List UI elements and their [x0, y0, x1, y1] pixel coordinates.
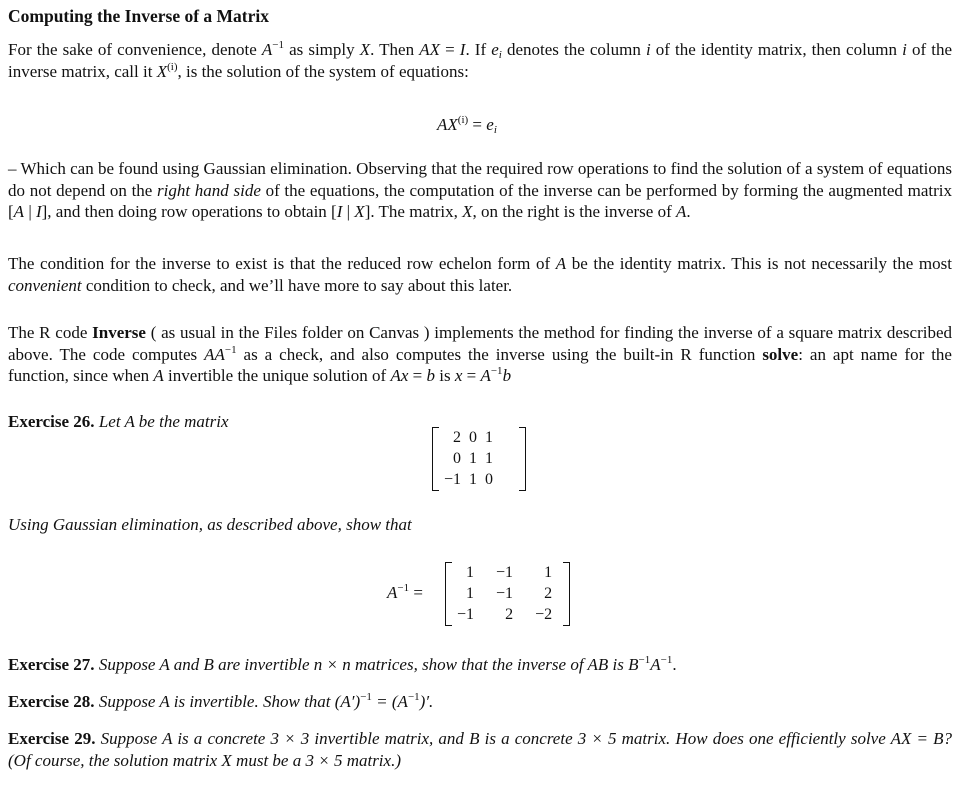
intro-paragraph: For the sake of convenience, denote $A^{-1}$ as simply X. Then AX = I. If $e_i$ denotes the column i of the identity matrix, then column i of the inverse matrix, call it $X^{(i)}$, is the solution of the system of equations:: [8, 39, 952, 81]
exercise-26-body: Let A be the matrix: [98, 412, 229, 431]
exercise-26-label: Exercise 26.: [8, 412, 95, 431]
section-title: Computing the Inverse of a Matrix: [8, 6, 270, 26]
exercise-27: Exercise 27. Suppose A and B are invertible n × n matrices, show that the inverse of AB is $B^{-1}A^{-1}$.: [8, 654, 677, 674]
exercise-28: Exercise 28. Suppose A is invertible. Show that $(A')^{-1} = (A^{-1})'$.: [8, 691, 434, 711]
rcode-paragraph: The R code Inverse ( as usual in the Files folder on Canvas ) implements the method for finding the inverse of a square matrix described above. The code computes $AA^{-1}$ as a check, and also computes the inverse using the built-in R function solve: an apt name for the function, since when A invertible the unique solution of Ax = b is $x = A^{-1}b$: [8, 323, 953, 385]
matrix-inv-row: 1 −1 1: [466, 564, 553, 581]
exercise-26-followup: Using Gaussian elimination, as described above, show that: [8, 515, 412, 534]
matrix-inv-row: 1 −1 2: [466, 585, 553, 602]
matrix-a-inverse: [445, 562, 570, 626]
exercise-29: Exercise 29. Suppose A is a concrete 3 × 3 invertible matrix, and B is a concrete 3 × 5 matrix. How does one efficiently solve AX = B? (Of course, the solution matrix X must be a 3 × 5 matrix.): [8, 729, 953, 770]
inverse-lhs: $A^{-1}$ =: [387, 582, 423, 602]
display-equation: $AX^{(i)} = e_i$: [437, 114, 497, 136]
condition-paragraph: The condition for the inverse to exist is that the reduced row echelon form of A be the identity matrix. This is not necessarily the most convenient condition to check, and we’ll have more to say about this later.: [8, 254, 952, 295]
matrix-a-row: −1 1 0: [444, 471, 494, 488]
matrix-inv-row: −1 2 −2: [457, 606, 553, 623]
matrix-a-row: 2 0 1: [453, 429, 494, 446]
matrix-a: [432, 427, 526, 491]
matrix-a-row: 0 1 1: [453, 450, 494, 467]
gaussian-paragraph: – Which can be found using Gaussian elimination. Observing that the required row operations to find the solution of a system of equations do not depend on the right hand side of the equations, the computation of the inverse can be performed by forming the augmented matrix [A | I], and then doing row operations to obtain [I | X]. The matrix, X, on the right is the inverse of A.: [8, 159, 952, 221]
